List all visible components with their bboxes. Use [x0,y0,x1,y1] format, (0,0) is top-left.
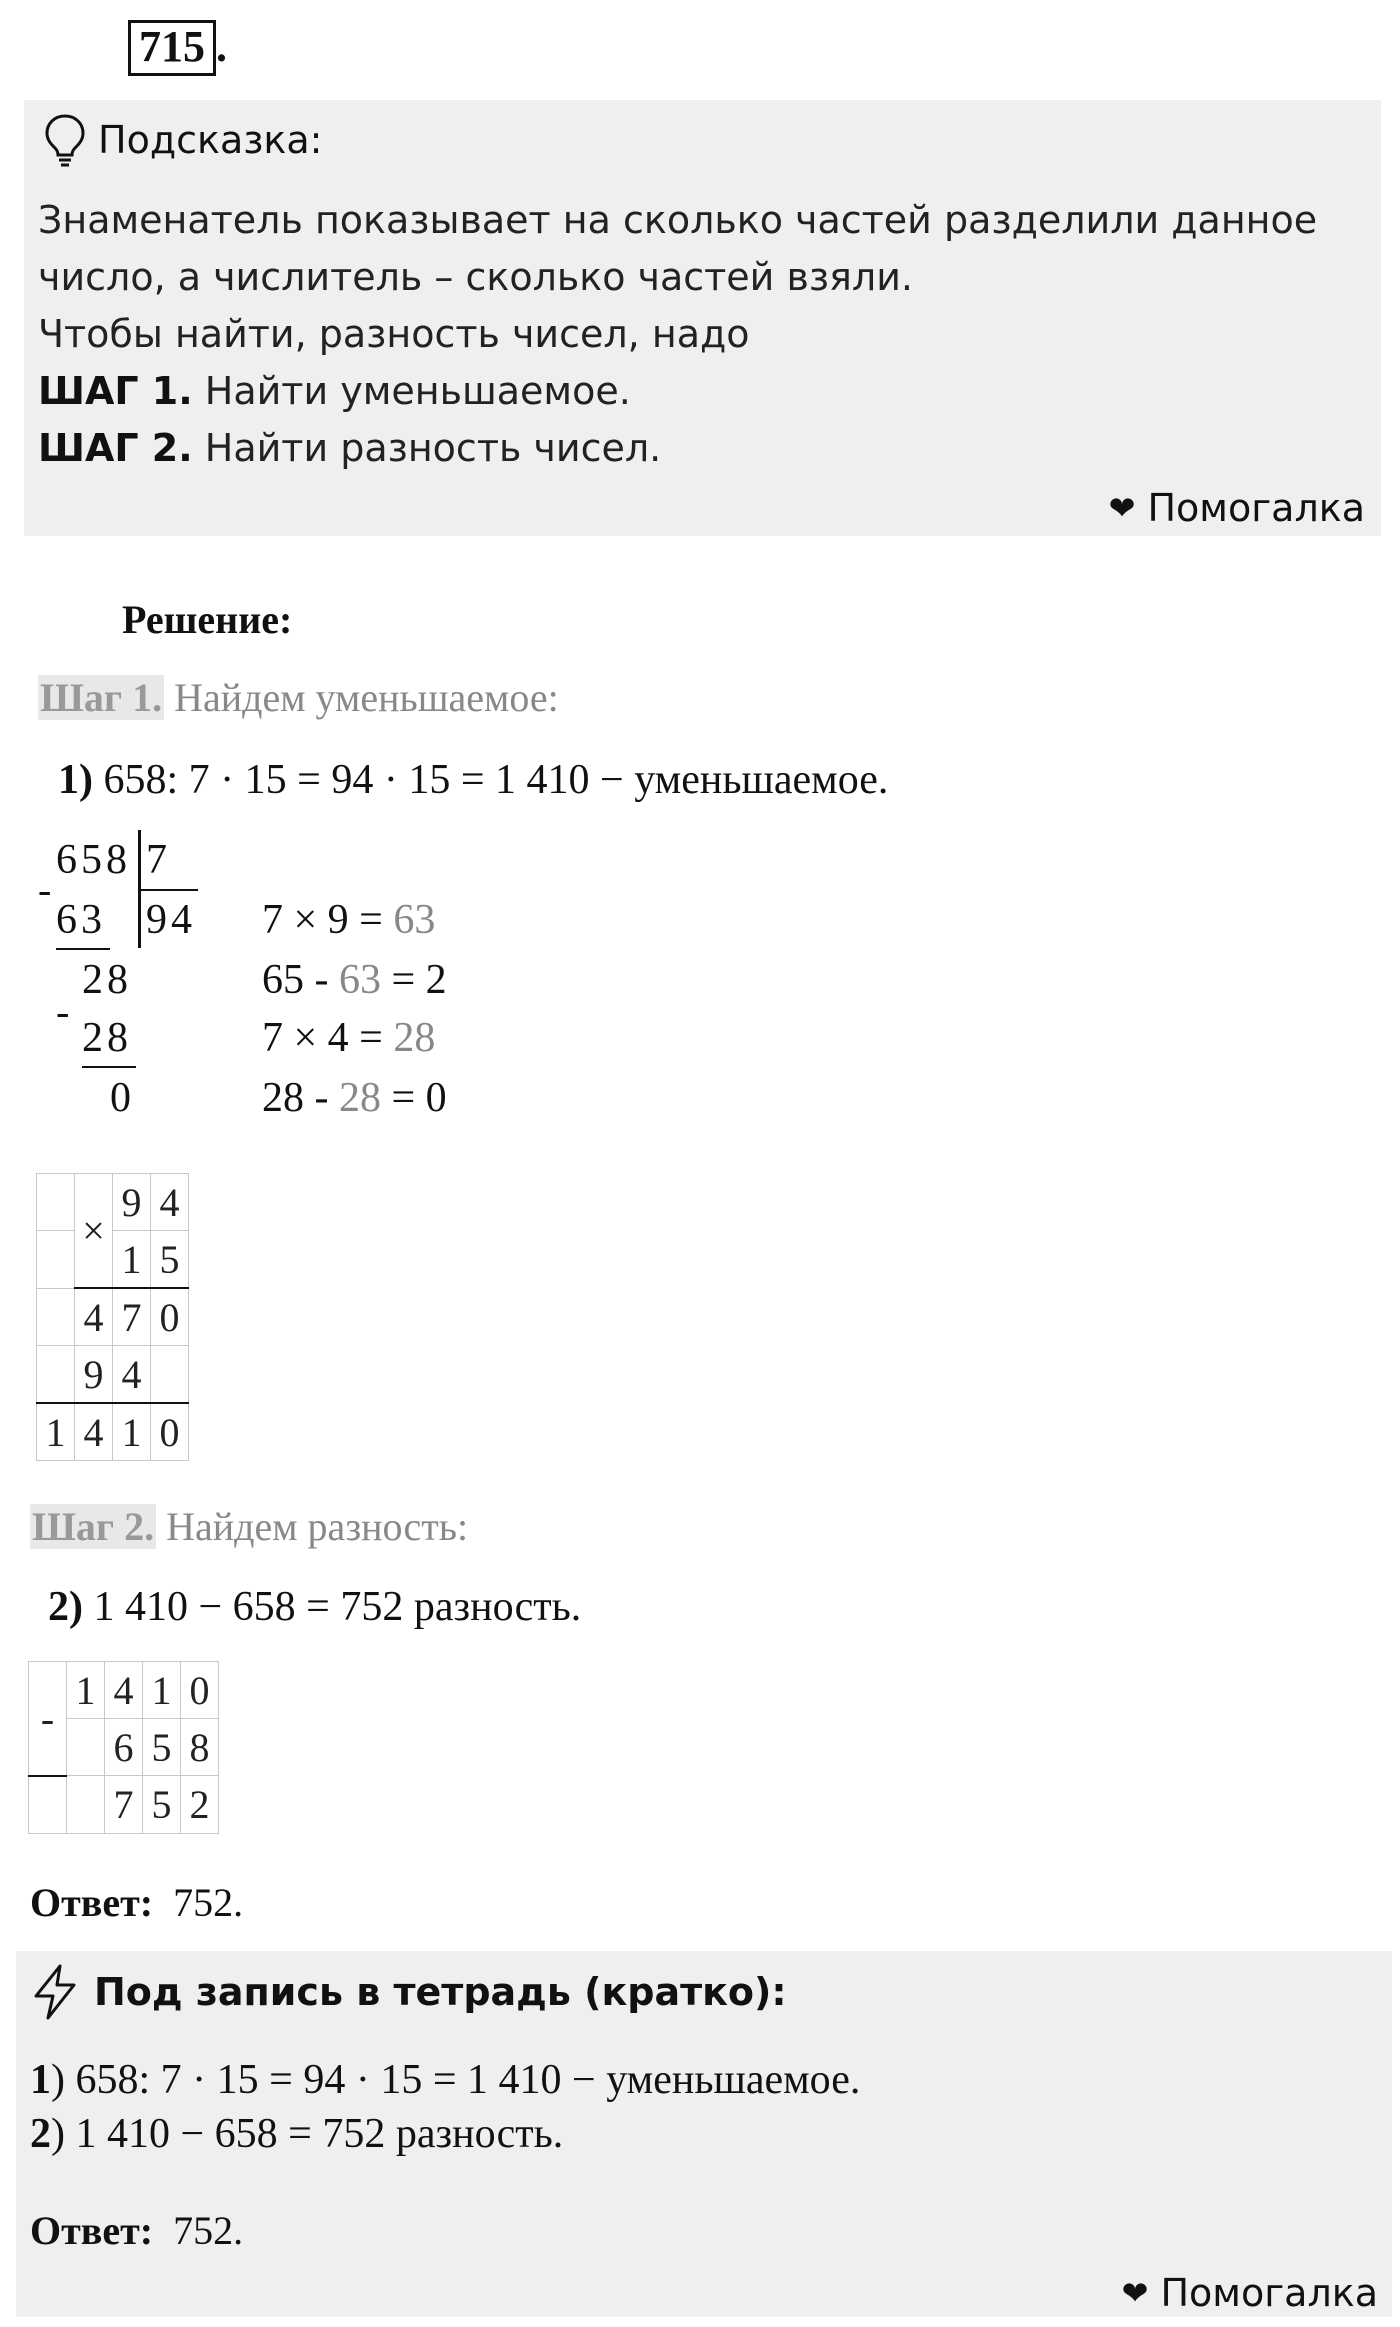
dividend: 658 [56,837,131,883]
grid-cell [67,1719,105,1776]
division-note [262,1074,447,1122]
grid-row [37,1346,189,1404]
answer [30,1879,243,1926]
multiply-sign: × [75,1174,113,1289]
grid-cell: 1 [113,1403,151,1461]
step-1-label: Шаг 1. [40,675,163,720]
hint-step-1-label: ШАГ 1. [38,369,193,413]
brief-panel [16,1951,1392,2317]
brief-title: Под запись в тетрадь (кратко): [94,1970,787,2014]
remainder-2: 0 [110,1075,135,1121]
division-note [262,956,447,1004]
division-bracket-horizontal [138,889,198,891]
grid-cell: 5 [143,1719,181,1776]
hint-line: Знаменатель показывает на сколько частей разделили данное [38,198,1318,242]
brief-line-1-text: ) 658: 7 · 15 = 94 · 15 = 1 410 − уменьшаемое. [51,2057,861,2103]
minus-sign: - [38,867,56,912]
step-2-label: Шаг 2. [32,1504,155,1549]
grid-cell: 4 [113,1346,151,1404]
grid-cell [29,1776,67,1834]
brief-answer-value: 752. [173,2208,244,2253]
task-number [128,20,227,76]
hint-line: Чтобы найти, разность чисел, надо [38,312,750,356]
subtrahend-2: 28 [82,1015,132,1061]
division-underline [82,1066,136,1068]
lightning-icon [28,1963,82,2021]
grid-cell: 0 [151,1288,189,1346]
grid-cell: 4 [75,1403,113,1461]
brief-line-1 [30,2056,860,2104]
grid-cell [37,1231,75,1289]
grid-cell: 2 [181,1776,219,1834]
note-text: = 2 [381,957,447,1003]
note-value: 28 [339,1075,381,1121]
note-value: 63 [339,957,381,1003]
grid-cell: 4 [105,1662,143,1719]
grid-cell [37,1174,75,1231]
brief-answer [30,2207,243,2254]
task-number-box: 715 [128,20,216,76]
quotient: 94 [146,897,196,943]
note-text: 28 - [262,1075,339,1121]
hint-step-2-text: Найти разность чисел. [192,426,662,470]
step-2-heading [30,1503,468,1550]
step-1-text: Найдем уменьшаемое: [164,675,559,720]
grid-row [29,1662,219,1719]
hint-line: число, а числитель – сколько частей взяли. [38,255,913,299]
lightbulb-icon [42,112,88,168]
hint-step-2 [38,420,1317,477]
hint-step-2-label: ШАГ 2. [38,426,193,470]
grid-cell: 9 [113,1174,151,1231]
subtraction-grid [28,1661,219,1834]
equation-2 [48,1583,581,1631]
note-value: 63 [393,897,436,943]
brand-name: Помогалка [1147,486,1365,530]
grid-cell: 1 [67,1662,105,1719]
equation-2-text: 1 410 − 658 = 752 разность. [93,1584,582,1630]
grid-cell: 8 [181,1719,219,1776]
grid-row [37,1174,189,1231]
grid-cell: 9 [75,1346,113,1404]
grid-cell: 5 [151,1231,189,1289]
grid-row [37,1288,189,1346]
grid-cell: 6 [105,1719,143,1776]
task-number-suffix: . [216,22,227,71]
hint-header [42,112,322,168]
grid-row [37,1231,189,1289]
brief-line-2-text: ) 1 410 − 658 = 752 разность. [51,2111,564,2157]
note-value: 28 [393,1015,436,1061]
minus-sign: - [29,1662,67,1776]
solution-title: Решение: [122,597,293,642]
brief-header [28,1963,787,2021]
grid-cell: 0 [151,1403,189,1461]
brief-line-1-number: 1 [30,2057,51,2103]
equation-1-number: 1) [58,757,93,803]
grid-cell: 7 [105,1776,143,1834]
note-text: 7 × 9 = [262,897,394,943]
note-text: 65 - [262,957,339,1003]
equation-1 [58,756,888,804]
hint-step-1 [38,363,1317,420]
grid-cell: 1 [113,1231,151,1289]
grid-cell [37,1346,75,1404]
step-1-heading [38,674,559,721]
grid-cell [37,1288,75,1346]
equation-1-text: 658: 7 · 15 = 94 · 15 = 1 410 − уменьшаемое. [103,757,889,803]
remainder-1: 28 [82,957,132,1003]
grid-row [29,1776,219,1834]
grid-cell: 1 [143,1662,181,1719]
grid-cell: 7 [113,1288,151,1346]
division-underline [56,948,110,950]
brand-watermark [1109,486,1365,530]
brief-line-2 [30,2110,563,2158]
hint-body [38,192,1317,477]
grid-cell: 5 [143,1776,181,1834]
division-note [262,896,435,944]
brand-watermark [1122,2271,1378,2315]
grid-row [37,1403,189,1461]
brief-answer-label: Ответ: [30,2208,154,2253]
grid-cell [67,1776,105,1834]
equation-2-number: 2) [48,1584,83,1630]
answer-label: Ответ: [30,1880,154,1925]
hint-title: Подсказка: [98,118,323,162]
grid-cell: 0 [181,1662,219,1719]
hint-step-1-text: Найти уменьшаемое. [192,369,631,413]
division-note [262,1014,435,1062]
subtrahend-1: 63 [56,897,106,943]
note-text: 7 × 4 = [262,1015,394,1061]
note-text: = 0 [381,1075,447,1121]
step-2-text: Найдем разность: [156,1504,469,1549]
brief-line-2-number: 2 [30,2111,51,2157]
answer-value: 752. [173,1880,244,1925]
grid-cell [151,1346,189,1404]
grid-cell: 4 [151,1174,189,1231]
divisor: 7 [146,837,171,883]
multiplication-grid [36,1173,189,1461]
brand-name: Помогалка [1160,2271,1378,2315]
grid-cell: 4 [75,1288,113,1346]
heart-icon: ❤ [1108,489,1136,527]
hint-panel [24,100,1381,536]
grid-cell: 1 [37,1403,75,1461]
minus-sign: - [56,989,74,1034]
heart-icon: ❤ [1121,2274,1149,2312]
